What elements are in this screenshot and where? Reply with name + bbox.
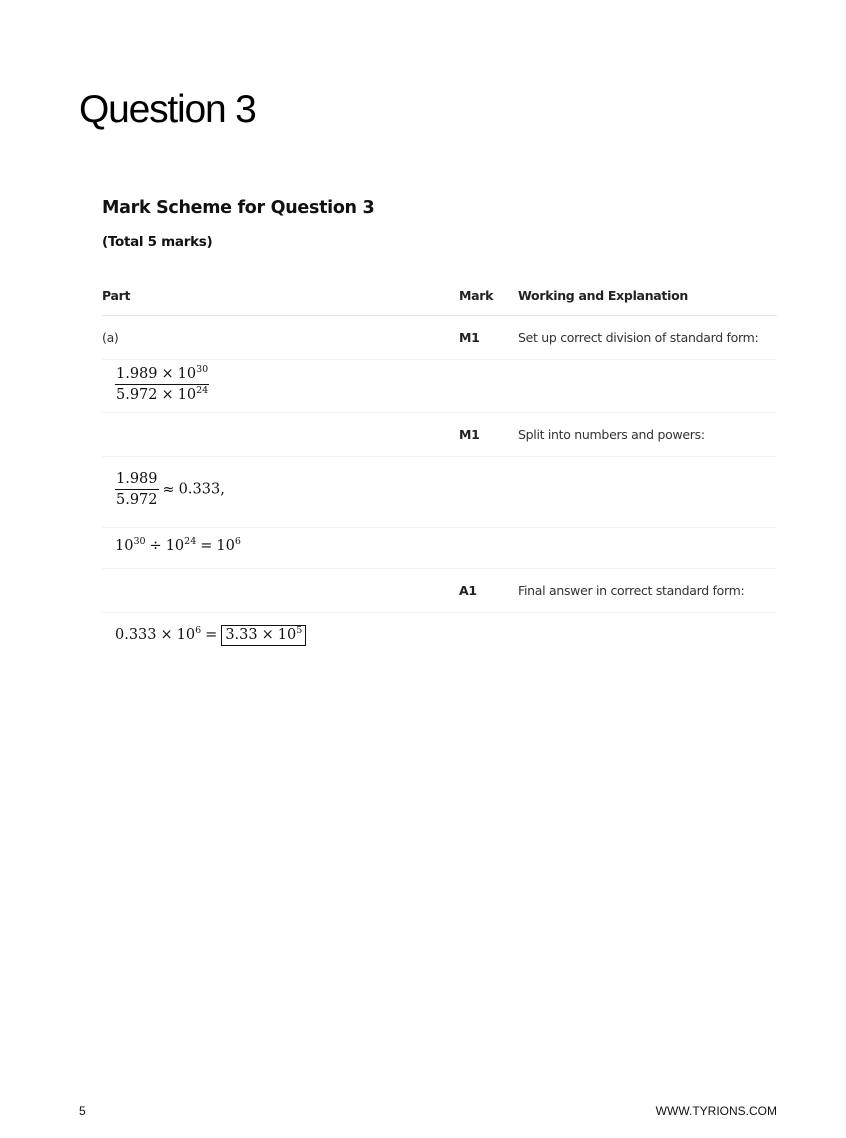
- table-row: [102, 413, 777, 457]
- fraction-denominator: $5.972 \times 10^{24}$: [116, 385, 209, 403]
- mark-scheme-table: [102, 276, 777, 659]
- mark-code: M1: [459, 427, 480, 442]
- mark-scheme-title: Mark Scheme for Question 3: [102, 198, 375, 218]
- page-title: Question 3: [79, 88, 256, 131]
- final-expression: $0.333 \times 10^6 = 3.33 \times 10^5$: [115, 625, 306, 646]
- split-powers-expression: $10^{30} \div 10^{24} = 10^6$: [115, 536, 241, 554]
- page-number: 5: [79, 1104, 86, 1118]
- table-row: [102, 569, 777, 613]
- header-mark: Mark: [459, 288, 494, 303]
- math-row-split-numbers: [102, 457, 777, 528]
- header-part: Part: [102, 288, 131, 303]
- working-text: Split into numbers and powers:: [518, 427, 705, 442]
- table-header-row: [102, 276, 777, 316]
- number-fraction: $\frac{1.989}{5.972}$: [116, 471, 158, 508]
- header-working: Working and Explanation: [518, 288, 688, 303]
- part-label: (a): [102, 330, 119, 345]
- math-row-final: [102, 613, 777, 659]
- math-row-split-powers: [102, 528, 777, 569]
- math-row-division: [102, 360, 777, 413]
- fraction-numerator: $1.989 \times 10^{30}$: [115, 366, 209, 385]
- division-expression: [115, 366, 209, 403]
- mark-code: M1: [459, 330, 480, 345]
- total-marks: (Total 5 marks): [102, 234, 213, 250]
- working-text: Final answer in correct standard form:: [518, 583, 745, 598]
- working-text: Set up correct division of standard form:: [518, 330, 759, 345]
- split-numbers-expression: $\frac{1.989}{5.972}$ ≈ 0.333,: [116, 471, 225, 508]
- footer-url: WWW.TYRIONS.COM: [655, 1104, 777, 1118]
- mark-code: A1: [459, 583, 477, 598]
- division-fraction: [115, 366, 209, 403]
- final-answer-box: $3.33 \times 10^5$: [221, 625, 306, 646]
- table-row: [102, 316, 777, 360]
